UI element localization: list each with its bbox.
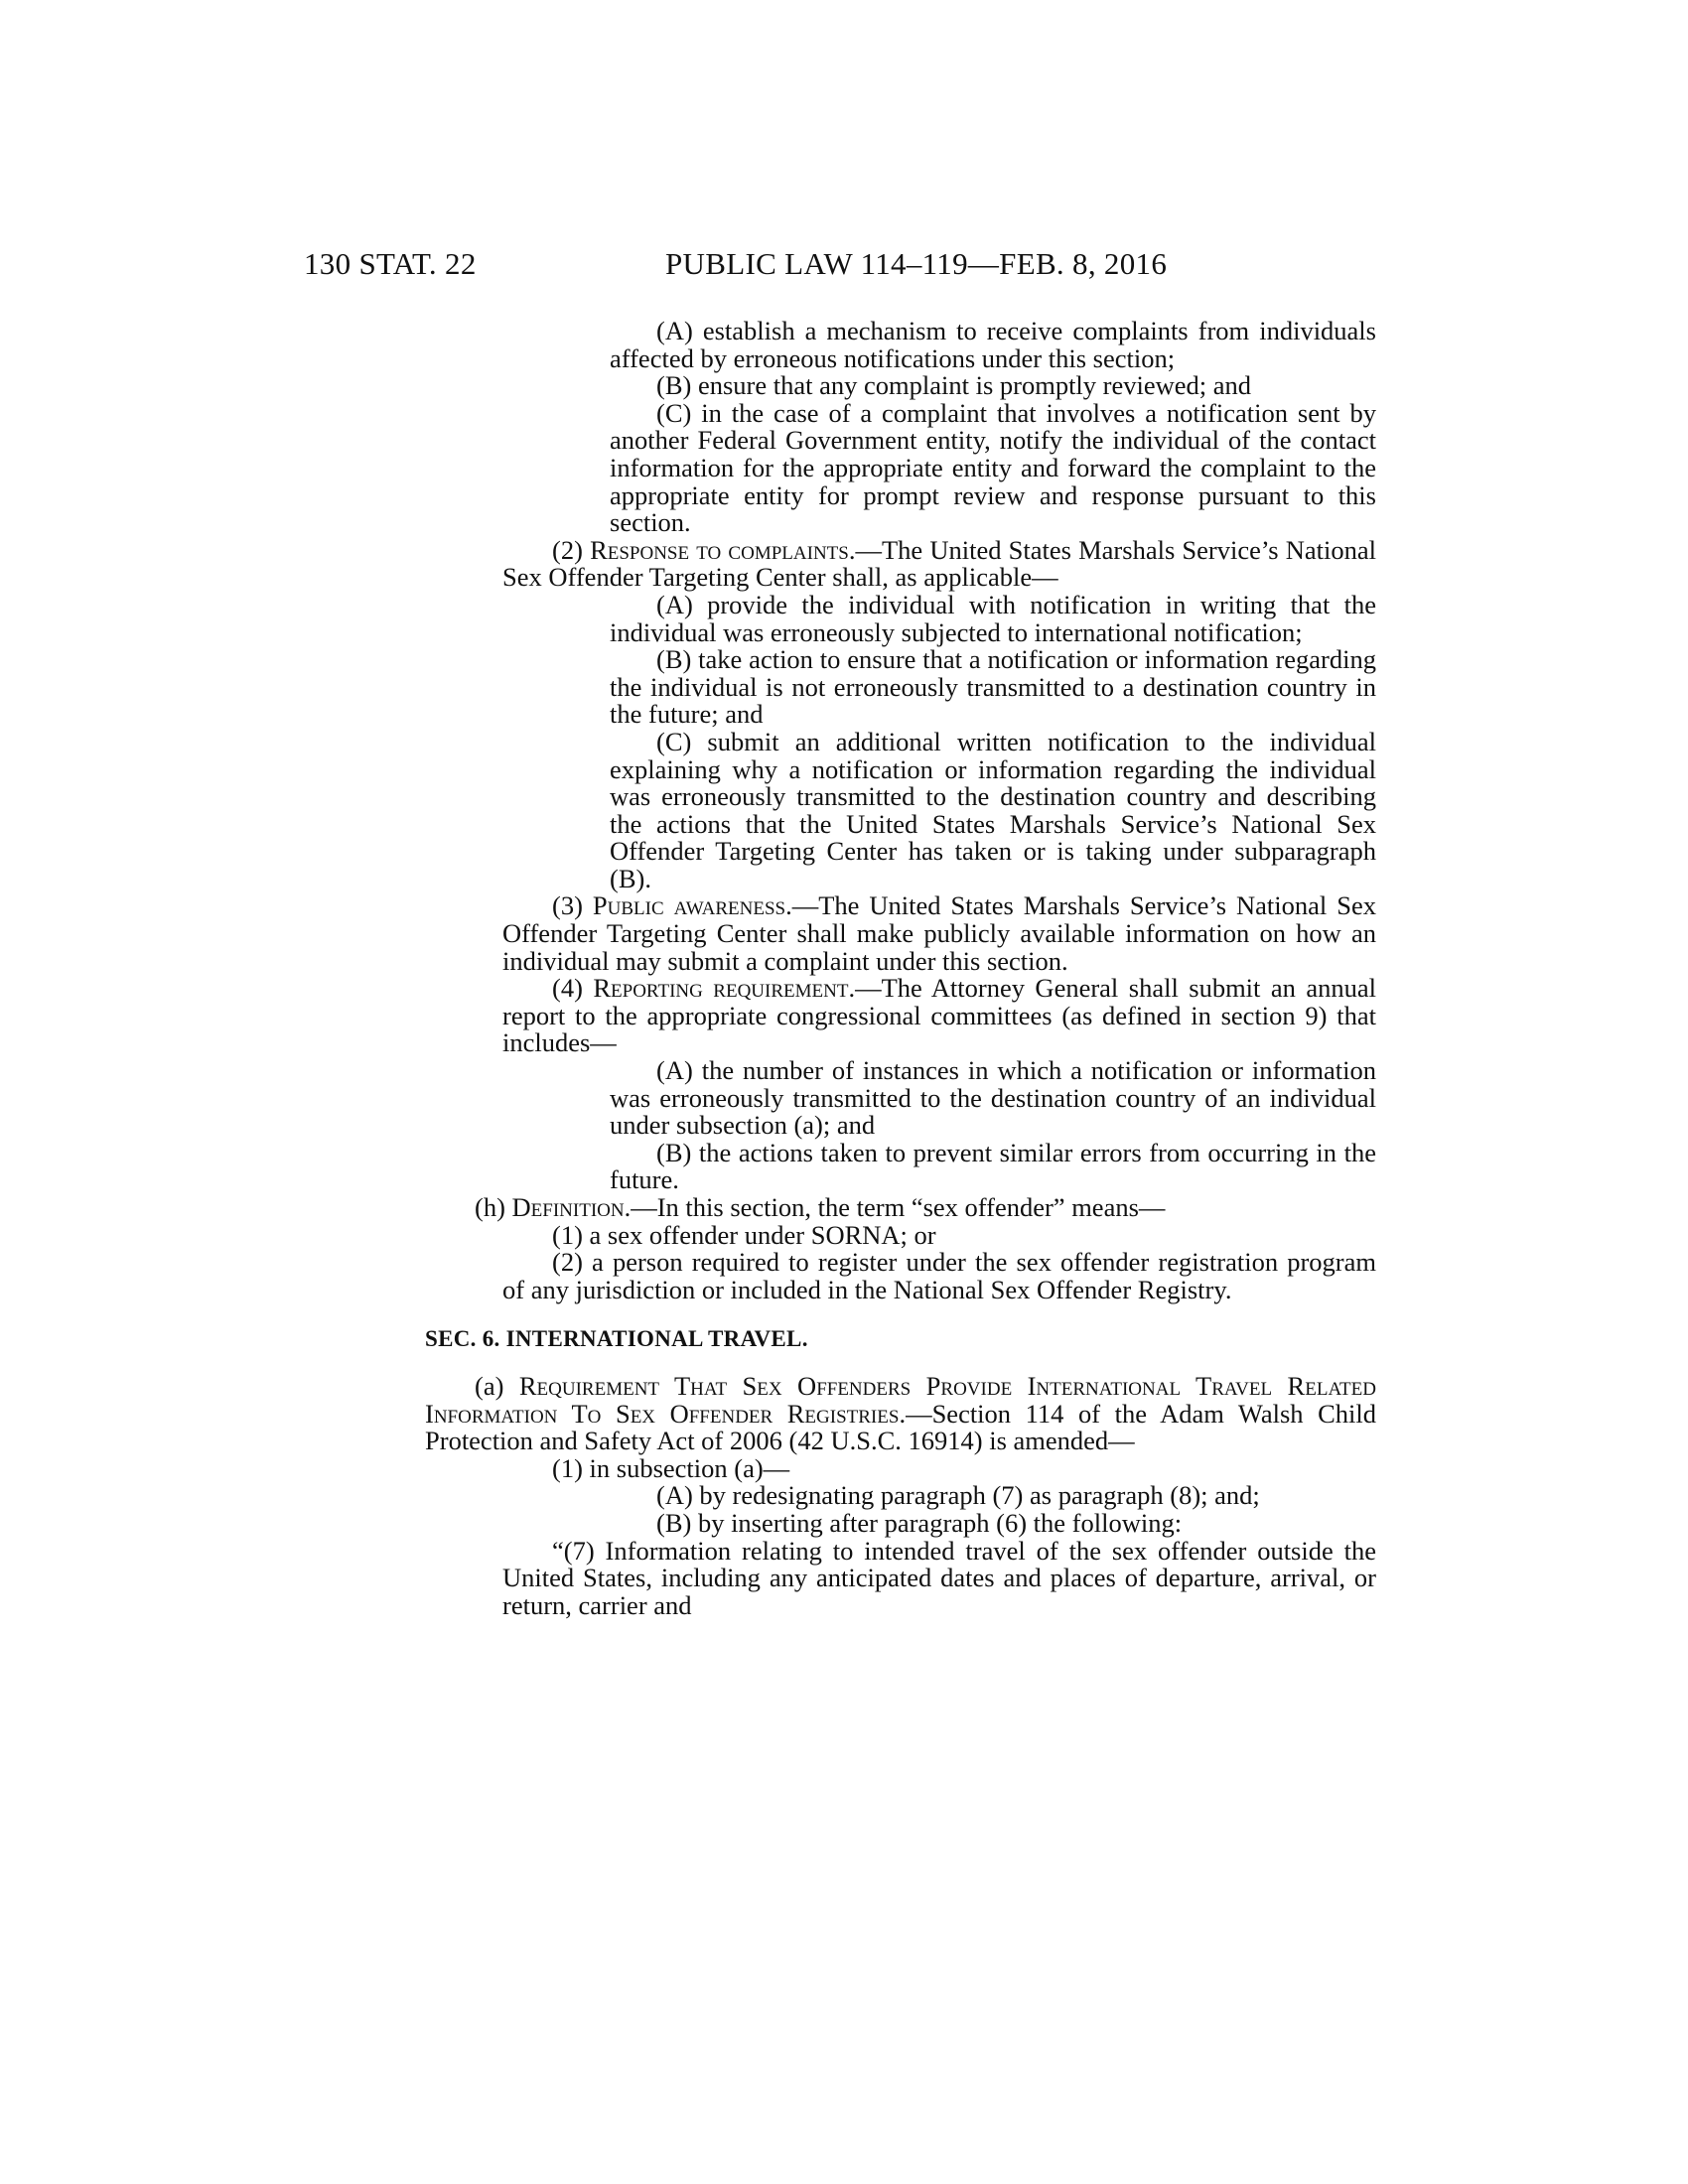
subsection-a-requirement: (a) Requirement That Sex Offenders Provide International Travel Related Information To Sex Offender Registries.—Section 114 of the Adam Walsh Child Protection and Safety Act of 2006 (42 U.S.C. 16914) is amended—: [425, 1370, 1376, 1456]
definition-item-2: (2) a person required to register under the sex offender registration program of any jurisdiction or included in the National Sex Offender Registry.: [502, 1247, 1376, 1304]
section-heading: SEC. 6. INTERNATIONAL TRAVEL.: [425, 1326, 808, 1352]
running-header: PUBLIC LAW 114–119—FEB. 8, 2016: [665, 246, 1168, 281]
subparagraph-1A: (A) establish a mechanism to receive complaints from individuals affected by erroneous notifications under this section;: [610, 316, 1376, 373]
subparagraph-1B: (B) ensure that any complaint is promptly reviewed; and: [656, 370, 1252, 401]
subparagraph-4A: (A) the number of instances in which a notification or information was erroneously transmitted to the destination country of an individual under subsection (a); and: [610, 1055, 1376, 1141]
definition-item-1: (1) a sex offender under SORNA; or: [552, 1219, 936, 1250]
subparagraph-4B: (B) the actions taken to prevent similar errors from occurring in the future.: [610, 1137, 1376, 1195]
document-body: [425, 316, 1376, 1620]
page-number: 130 STAT. 22: [304, 246, 477, 281]
amendment-item-1: (1) in subsection (a)—: [552, 1452, 790, 1483]
subparagraph-2C: (C) submit an additional written notification to the individual explaining why a notification or information regarding the individual was erroneously transmitted to the destination country and describing the actions that the United States Marshals Service’s National Sex Offender Targeting Center has taken or is taking under subparagraph (B).: [610, 726, 1376, 893]
paragraph-4-reporting-requirement: (4) Reporting requirement.—The Attorney General shall submit an annual report to the appropriate congressional committees (as defined in section 9) that includes—: [502, 973, 1376, 1058]
amendment-item-1A: (A) by redesignating paragraph (7) as paragraph (8); and;: [656, 1480, 1260, 1511]
subparagraph-2A: (A) provide the individual with notification in writing that the individual was erroneously subjected to international notification;: [610, 589, 1376, 647]
subsection-h-definition: (h) Definition.—In this section, the term “sex offender” means—: [475, 1192, 1166, 1222]
subparagraph-1C: (C) in the case of a complaint that involves a notification sent by another Federal Government entity, notify the individual of the contact information for the appropriate entity and forward the complaint to the appropriate entity for prompt review and response pursuant to this section.: [610, 397, 1376, 538]
paragraph-3-public-awareness: (3) Public awareness.—The United States Marshals Service’s National Sex Offender Targeting Center shall make publicly available information on how an individual may submit a complaint under this section.: [502, 890, 1376, 976]
subparagraph-2B: (B) take action to ensure that a notification or information regarding the individual is not erroneously transmitted to a destination country in the future; and: [610, 644, 1376, 730]
paragraph-2-response-to-complaints: (2) Response to complaints.—The United States Marshals Service’s National Sex Offender Targeting Center shall, as applicable—: [502, 534, 1376, 593]
amendment-item-1B: (B) by inserting after paragraph (6) the following:: [656, 1507, 1183, 1538]
inserted-paragraph-7: “(7) Information relating to intended travel of the sex offender outside the United States, including any anticipated dates and places of departure, arrival, or return, carrier and: [502, 1535, 1376, 1620]
